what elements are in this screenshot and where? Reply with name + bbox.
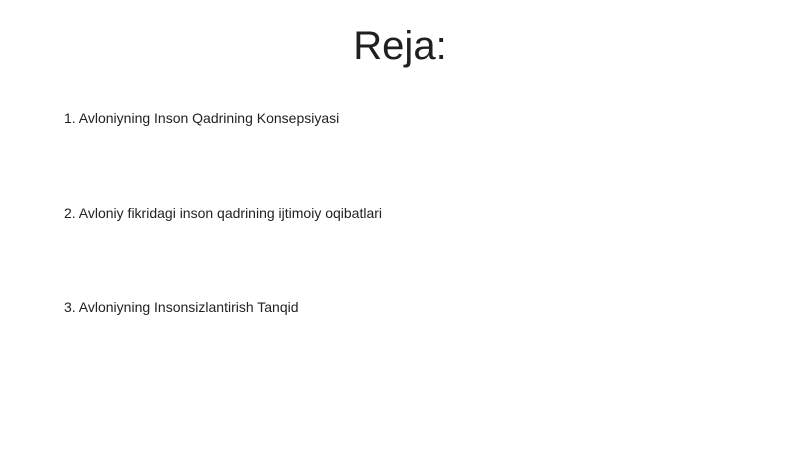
plan-item-2: 2. Avloniy fikridagi inson qadrining ijtimoiy oqibatlari xyxy=(64,205,383,221)
slide-title: Reja: xyxy=(353,24,447,68)
plan-item-1: 1. Avloniyning Inson Qadrining Konsepsiyasi xyxy=(64,110,340,126)
plan-item-3: 3. Avloniyning Insonsizlantirish Tanqid xyxy=(64,299,299,315)
